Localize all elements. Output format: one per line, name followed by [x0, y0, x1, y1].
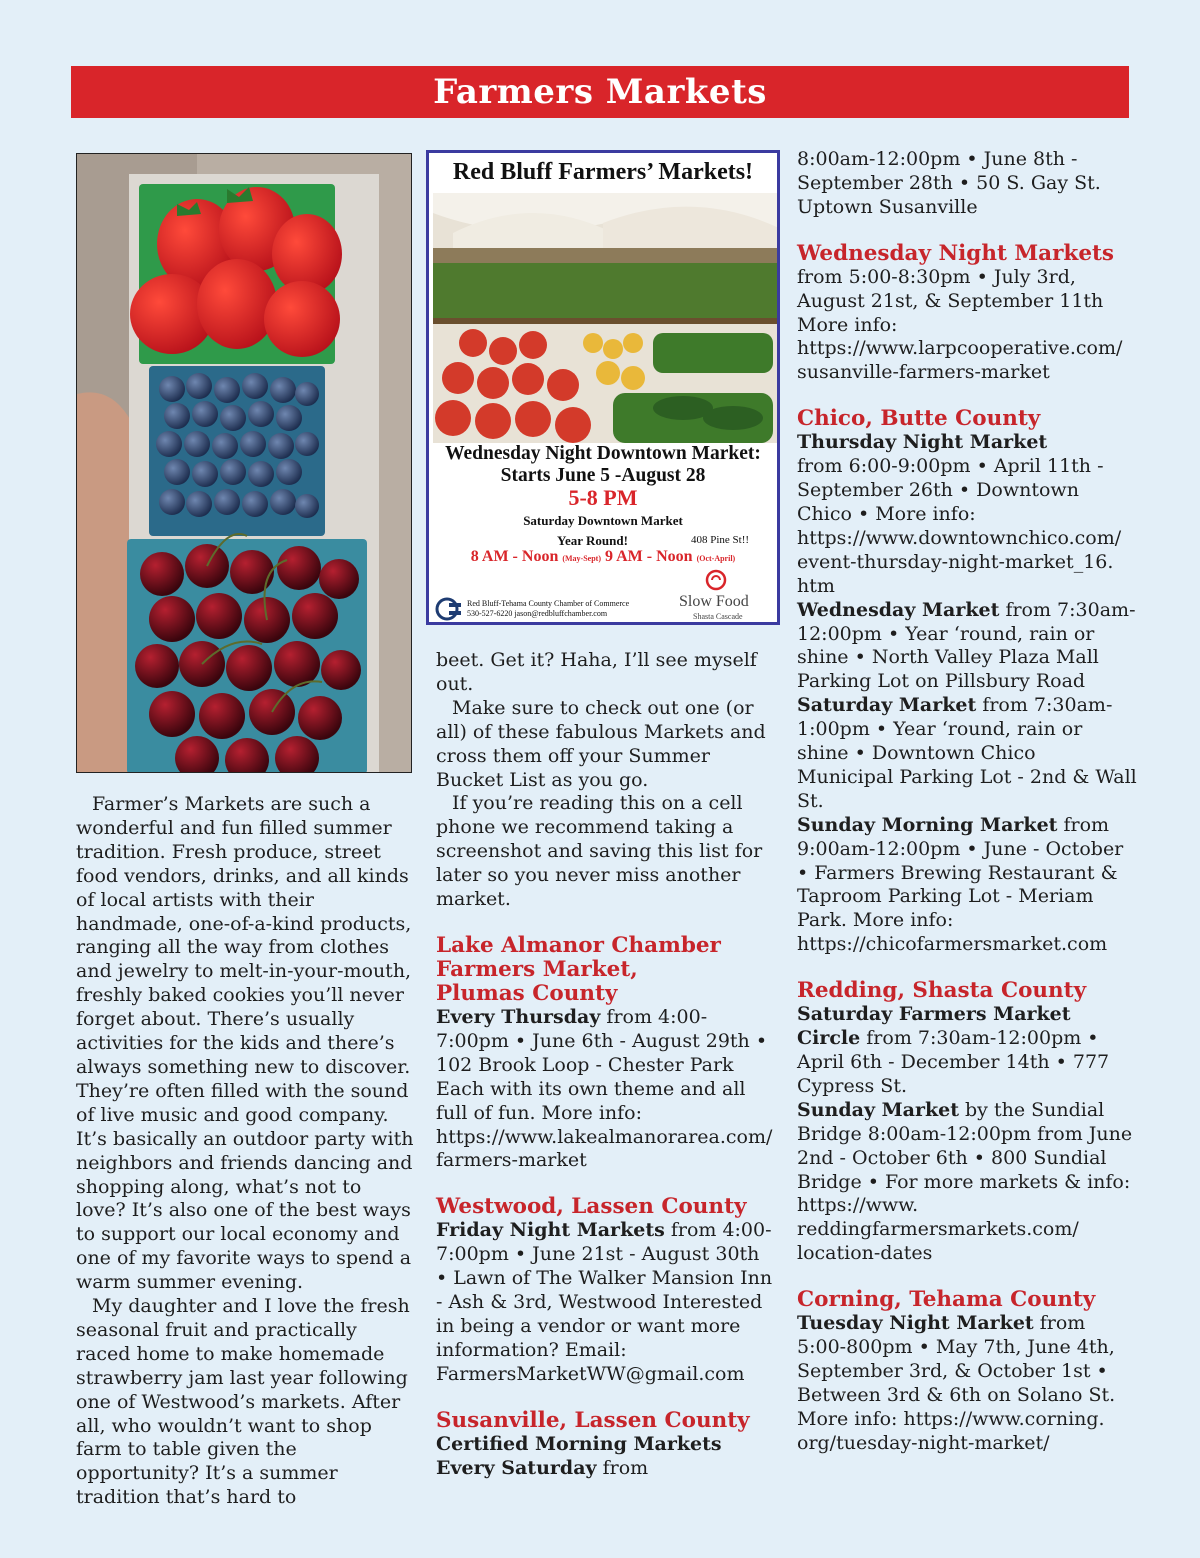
flyer-address: 408 Pine St!! [691, 534, 750, 546]
susanville-wednesday-heading: Wednesday Night Markets [797, 240, 1115, 266]
redding-saturday-text: from 7:30am-12:00pm • April 6th - December 14th • 777 Cypress St. [797, 1027, 1110, 1097]
redding-sunday [797, 1099, 1137, 1266]
chico-sunday-text: from 9:00am-12:00pm • June - October • Farmers Brewing Restaurant & Taproom Parking Lot - Meriam Park. More info: https://chicofarmersmarket.com [797, 813, 1124, 956]
intro-paragraph: Farmer’s Markets are such a wonderful and fun filled summer tradition. Fresh produce, street food vendors, drinks, and all kinds of local artists with their handmade, one-of-a-kind products, ranging all the way from clothes and jewelry to melt-in-your-mouth, freshly baked cookies you’ll never forget about. There’s usually activities for the kids and there’s always something new to discover. They’re often filled with the sound of live music and good company. It’s basically an outdoor party with neighbors and friends dancing and shopping along, what’s not to love? It’s also one of the best ways to support our local economy and one of my favorite ways to spend a warm summer evening. [76, 793, 414, 1294]
redding-sunday-text: by the Sundial Bridge 8:00am-12:00pm from June 2nd - October 6th • 800 Sundial Bridge • For more markets & info: https://www. reddingfarmersmarkets.com/ location-dates [797, 1098, 1133, 1265]
lake-almanor-text: from 4:00-7:00pm • June 6th - August 29th • 102 Brook Loop - Chester Park Each with its own theme and all full of fun. More info: https://www.lakealmanorarea.com/ farmers-market [436, 1005, 773, 1172]
corning-market-name: Tuesday Night Market [797, 1312, 1034, 1335]
susanville-day: Every Saturday [436, 1456, 597, 1479]
susanville-wednesday-details: from 5:00-8:30pm • July 3rd, August 21st, & September 11th More info: https://www.larpcooperative.com/ susanville-farmers-market [797, 265, 1123, 384]
chico-saturday-name: Saturday Market [797, 694, 977, 717]
flyer-year-round: Year Round! [557, 533, 628, 548]
redding-heading: Redding, Shasta County [797, 978, 1087, 1004]
lake-almanor-heading-line2: Farmers Market, [436, 956, 638, 982]
fruit-photo [76, 153, 412, 773]
beet-paragraph: beet. Get it? Haha, I’ll see myself out. [436, 649, 757, 695]
redding-saturday [797, 1003, 1137, 1099]
chico-wednesday-name: Wednesday Market [797, 598, 1000, 621]
chico-thursday [797, 431, 1137, 598]
flyer-hours [429, 548, 777, 566]
chamber-logo-icon [435, 597, 463, 621]
corning-text: from 5:00-800pm • May 7th, June 4th, September 3rd, & October 1st • Between 3rd & 6th on Solano St. More info: https://www.corning. org/tuesday-night-market/ [797, 1312, 1116, 1454]
corning-details [797, 1312, 1137, 1455]
flyer-chamber-line2: 530-527-6220 jason@redbluffchamber.com [467, 609, 608, 618]
redding-saturday-name: Saturday Farmers Market Circle [797, 1003, 1071, 1050]
westwood-text: from 4:00-7:00pm • June 21st - August 30th • Lawn of The Walker Mansion Inn - Ash & 3rd, Westwood Interested in being a vendor or want more information? Email: FarmersMarketWW@gmail.com [436, 1219, 773, 1385]
flyer-chamber-info [467, 599, 629, 619]
column-3 [797, 148, 1137, 1456]
chico-heading: Chico, Butte County [797, 406, 1041, 432]
lake-almanor-details [436, 1006, 776, 1173]
susanville-text: from [596, 1456, 649, 1479]
chico-sunday-name: Sunday Morning Market [797, 813, 1058, 836]
chico-thursday-name: Thursday Night Market [797, 431, 1048, 454]
chico-thursday-text: from 6:00-9:00pm • April 11th - September 26th • Downtown Chico • More info: https://www.downtownchico.com/ event-thursday-night-market_16. htm [797, 455, 1122, 597]
susanville-market-name: Certified Morning Markets [436, 1432, 722, 1455]
susanville-heading: Susanville, Lassen County [436, 1407, 750, 1433]
flyer-hours-summer: 8 AM - Noon [470, 548, 559, 565]
lake-almanor-heading [436, 934, 776, 1006]
flyer-wednesday-line1: Wednesday Night Downtown Market: [445, 443, 761, 464]
flyer-hours-winter-note: (Oct-April) [696, 554, 736, 563]
column-1 [76, 793, 416, 1510]
flyer-wednesday-time: 5-8 PM [568, 485, 638, 510]
red-bluff-flyer [426, 150, 780, 625]
flyer-wednesday-line2: Starts June 5 -August 28 [500, 465, 706, 486]
page-banner: Farmers Markets [71, 66, 1129, 118]
slow-food-logo: Slow Food [679, 593, 749, 610]
chico-wednesday-text: from 7:30am-12:00pm • Year ‘round, rain or shine • North Valley Plaza Mall Parking Lot on Pillsbury Road [797, 598, 1136, 693]
corning-heading: Corning, Tehama County [797, 1287, 1096, 1313]
westwood-details [436, 1219, 776, 1386]
lake-almanor-day: Every Thursday [436, 1005, 601, 1028]
chico-saturday-text: from 7:30am-1:00pm • Year ‘round, rain or shine • Downtown Chico Municipal Parking Lot - 2nd & Wall St. [797, 694, 1137, 812]
bucket-list-paragraph: Make sure to check out one (or all) of these fabulous Markets and cross them off your Summer Bucket List as you go. [436, 696, 766, 791]
susanville-continued: 8:00am-12:00pm • June 8th - September 28th • 50 S. Gay St. Uptown Susanville [797, 148, 1101, 218]
flyer-saturday: Saturday Downtown Market [523, 513, 683, 528]
slow-food-sub: Shasta Cascade [693, 612, 743, 621]
flyer-title: Red Bluff Farmers’ Markets! [452, 159, 754, 185]
jam-paragraph: My daughter and I love the fresh seasonal fruit and practically raced home to make homemade strawberry jam last year following one of Westwood’s markets. After all, who wouldn’t want to shop farm to table given the opportunity? It’s a summer tradition that’s hard to [76, 1295, 410, 1509]
flyer-wednesday [429, 443, 777, 487]
chico-sunday [797, 814, 1137, 957]
chico-wednesday [797, 599, 1137, 695]
screenshot-paragraph: If you’re reading this on a cell phone we recommend taking a screenshot and saving this list for later so you never miss another market. [436, 792, 763, 911]
lake-almanor-heading-line3: Plumas County [436, 980, 618, 1006]
chico-saturday [797, 694, 1137, 814]
westwood-heading: Westwood, Lassen County [436, 1194, 747, 1220]
fruit-photo-illustration [77, 154, 412, 773]
snail-icon [705, 569, 727, 591]
redding-sunday-name: Sunday Market [797, 1098, 959, 1121]
column-2 [436, 649, 776, 1480]
flyer-hours-summer-note: (May-Sept) [562, 554, 601, 563]
westwood-market-name: Friday Night Markets [436, 1219, 665, 1242]
market-photo [433, 193, 779, 443]
flyer-hours-winter: 9 AM - Noon [605, 548, 693, 565]
susanville-details [436, 1433, 776, 1481]
lake-almanor-heading-line1: Lake Almanor Chamber [436, 932, 721, 958]
flyer-chamber-line1: Red Bluff-Tehama County Chamber of Commerce [467, 599, 630, 608]
